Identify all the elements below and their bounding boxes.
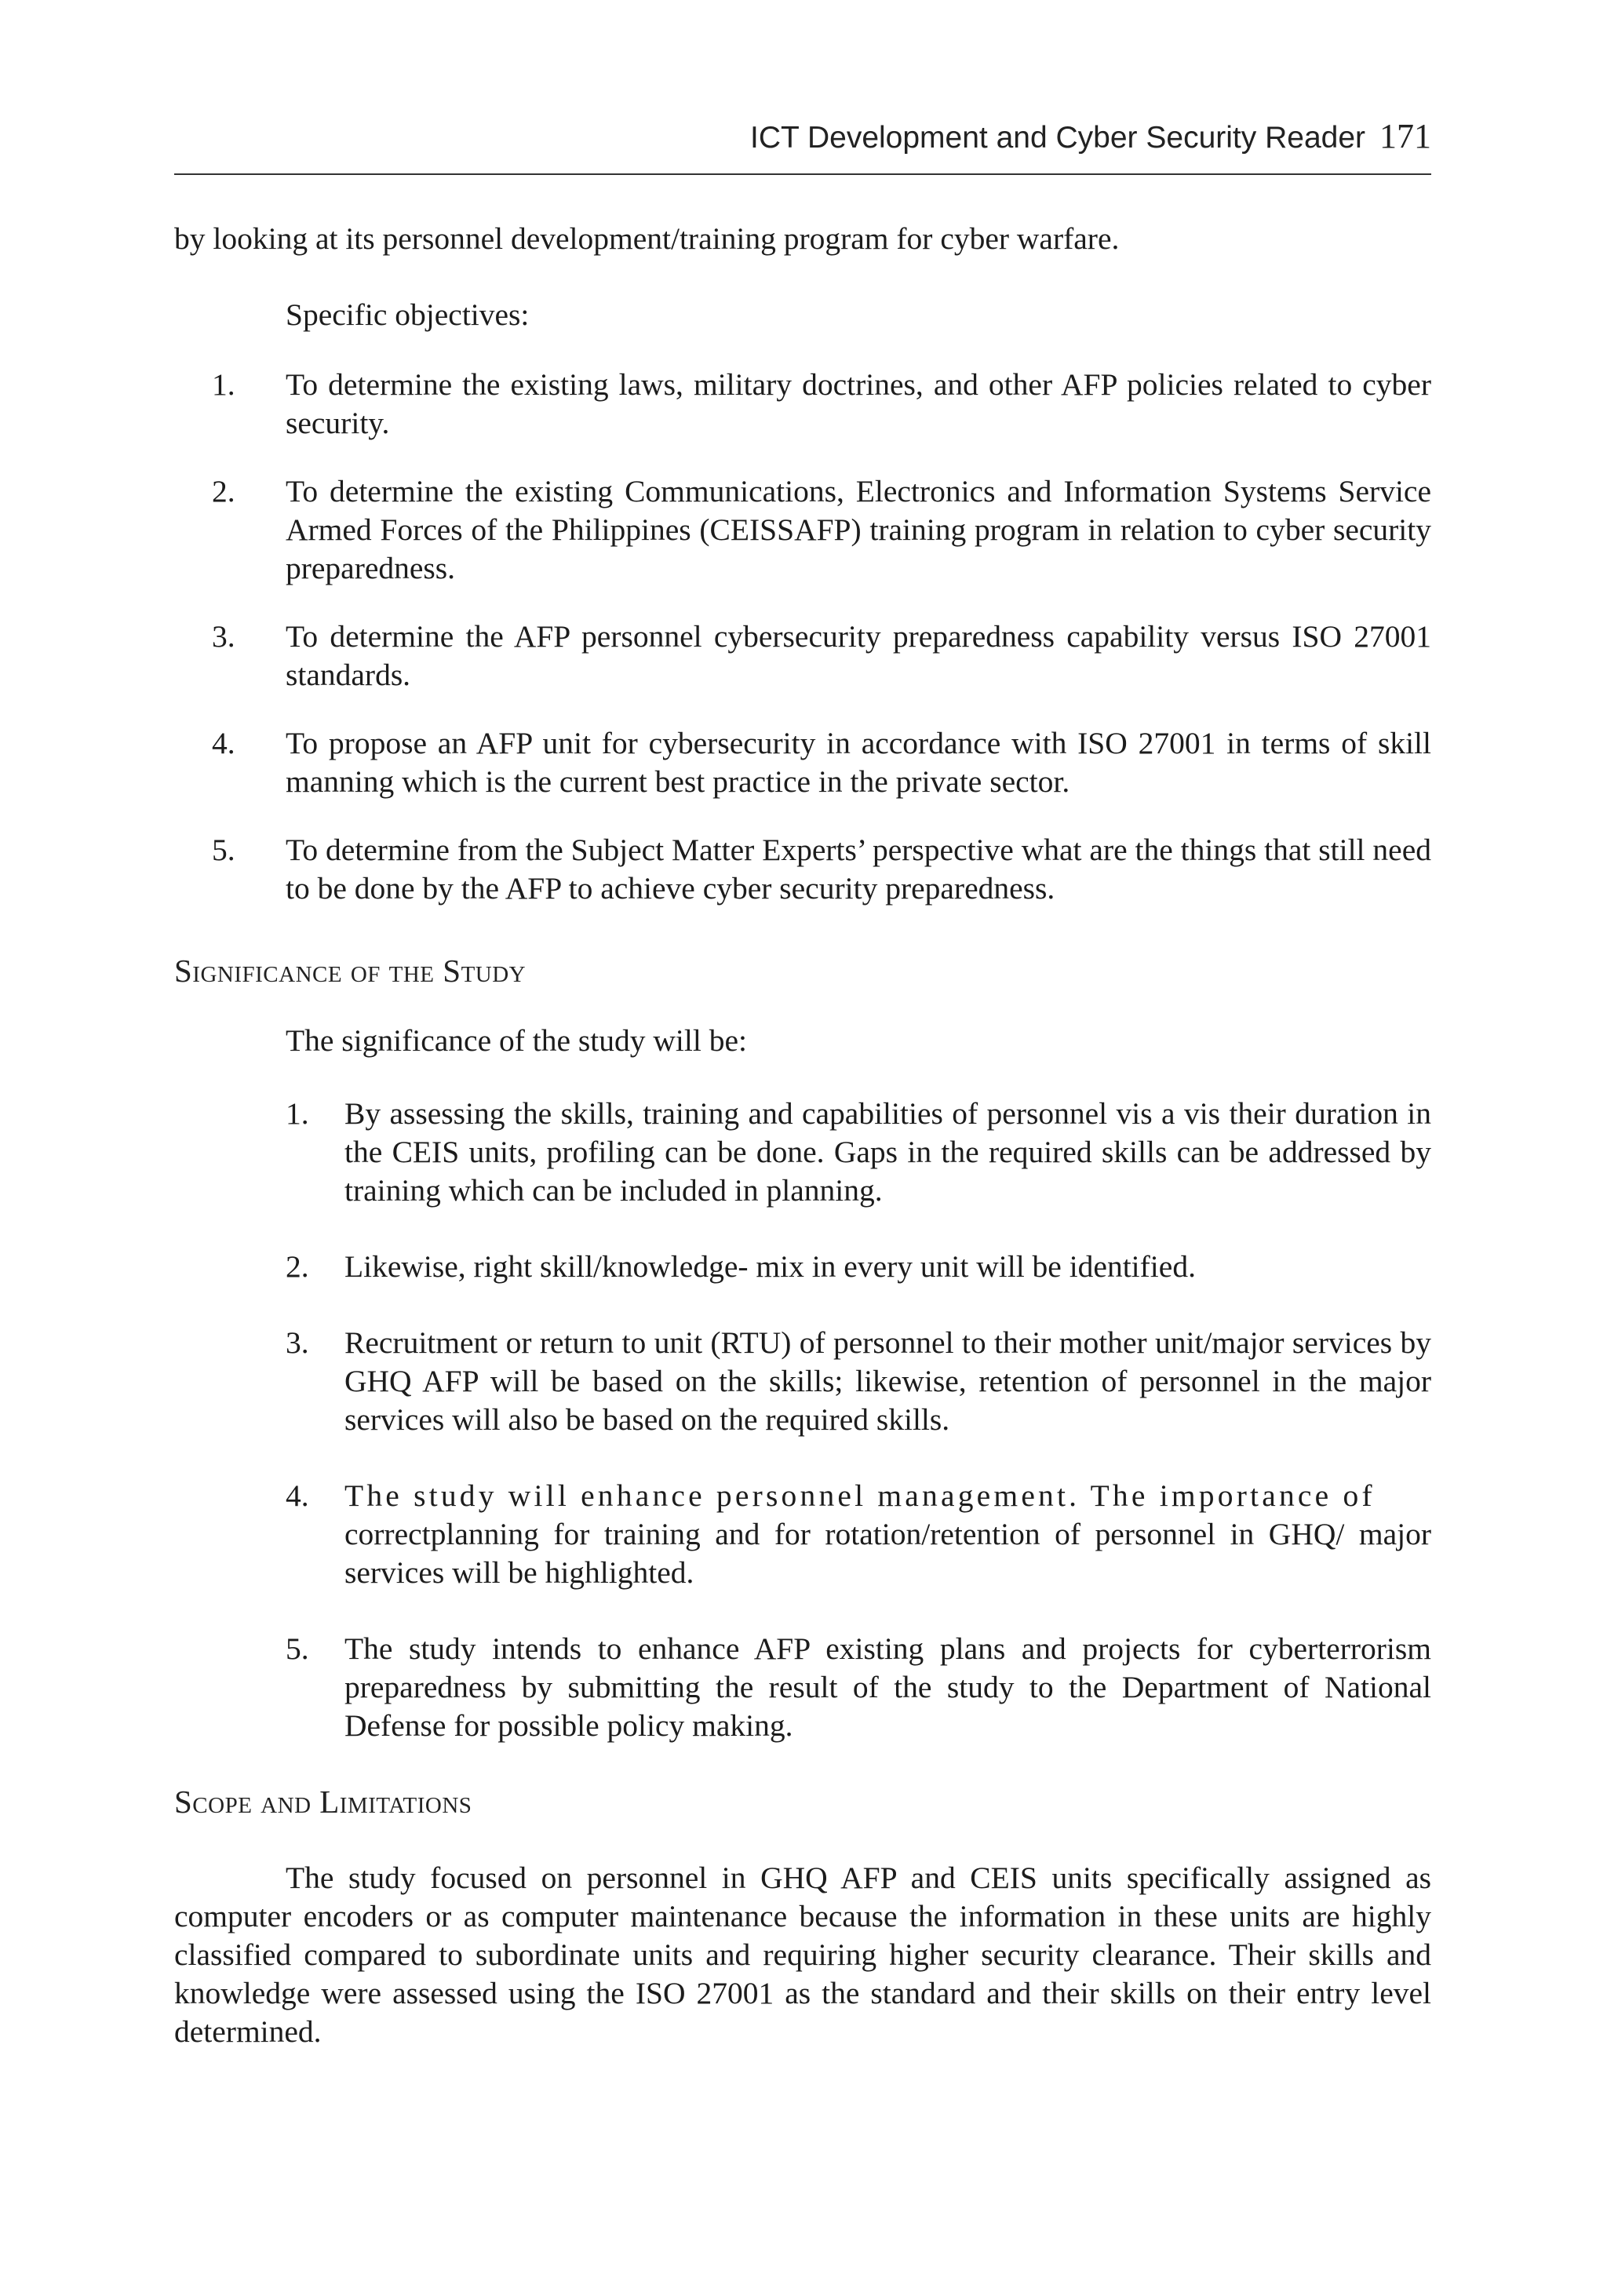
scope-paragraph: The study focused on personnel in GHQ AFP and CEIS units specifically assigned as computer encoders or as computer maintenance because the information in these units are highly classified compared to subordinate units and requiring higher security clearance. Their skills and knowledge were assessed using the ISO 27001 as the standard and their skills on their entry level determined. <box>174 1860 1431 2049</box>
list-number: 1. <box>286 1096 309 1131</box>
list-item <box>174 1477 1431 1592</box>
list-number: 5. <box>212 833 235 867</box>
list-item <box>174 1095 1431 1210</box>
list-item <box>174 366 1431 443</box>
list-item <box>174 831 1431 908</box>
list-text: Recruitment or return to unit (RTU) of personnel to their mother unit/major services by GHQ AFP will be based on the skills; likewise, retention of personnel in the major services will also be based on the required skills. <box>344 1325 1431 1437</box>
list-number: 1. <box>212 367 235 402</box>
list-text: To determine from the Subject Matter Experts’ perspective what are the things that still need to be done by the AFP to achieve cyber security preparedness. <box>286 833 1431 906</box>
list-text: By assessing the skills, training and capabilities of personnel vis a vis their duration in the CEIS units, profiling can be done. Gaps in the required skills can be addressed by training which can be included in planning. <box>344 1096 1431 1208</box>
book-title: ICT Development and Cyber Security Reader <box>750 121 1365 155</box>
objectives-label: Specific objectives: <box>286 297 530 332</box>
list-text: To propose an AFP unit for cybersecurity in accordance with ISO 27001 in terms of skill manning which is the current best practice in the private sector. <box>286 726 1431 799</box>
list-text: Likewise, right skill/knowledge- mix in every unit will be identified. <box>344 1249 1196 1284</box>
list-item <box>174 1324 1431 1439</box>
significance-intro: The significance of the study will be: <box>286 1023 747 1058</box>
list-text-line: The study will enhance personnel management. The importance of <box>344 1478 1376 1513</box>
list-text: The study intends to enhance AFP existing plans and projects for cyberterrorism preparedness by submitting the result of the study to the Department of National Defense for possible policy making. <box>344 1631 1431 1743</box>
list-number: 4. <box>286 1478 309 1513</box>
body-text <box>174 220 1431 2051</box>
list-item <box>174 472 1431 588</box>
list-item <box>174 1630 1431 1745</box>
objectives-list <box>174 366 1431 908</box>
list-number: 2. <box>286 1249 309 1284</box>
list-text: To determine the AFP personnel cybersecurity preparedness capability versus ISO 27001 standards. <box>286 619 1431 692</box>
list-number: 2. <box>212 474 235 508</box>
section-heading-significance: Significance of the Study <box>174 953 527 989</box>
list-item <box>174 1248 1431 1286</box>
page <box>174 0 1431 2296</box>
list-text <box>344 1477 1431 1592</box>
header-rule <box>174 173 1431 175</box>
list-number: 4. <box>212 726 235 760</box>
section-heading-scope: Scope and Limitations <box>174 1784 472 1820</box>
list-number: 3. <box>286 1325 309 1360</box>
significance-list <box>174 1095 1431 1745</box>
list-item <box>174 724 1431 801</box>
list-number: 3. <box>212 619 235 654</box>
list-number: 5. <box>286 1631 309 1666</box>
list-text-continuation: correctplanning for training and for rotation/retention of personnel in GHQ/ major services will be highlighted. <box>344 1517 1431 1590</box>
continuation-paragraph: by looking at its personnel development/training program for cyber warfare. <box>174 221 1120 256</box>
list-text: To determine the existing laws, military doctrines, and other AFP policies related to cyber security. <box>286 367 1431 440</box>
list-item <box>174 618 1431 694</box>
page-number: 171 <box>1379 117 1431 155</box>
list-text: To determine the existing Communications, Electronics and Information Systems Service Armed Forces of the Philippines (CEISSAFP) training program in relation to cyber security preparedness. <box>286 474 1431 585</box>
running-header <box>174 116 1431 156</box>
